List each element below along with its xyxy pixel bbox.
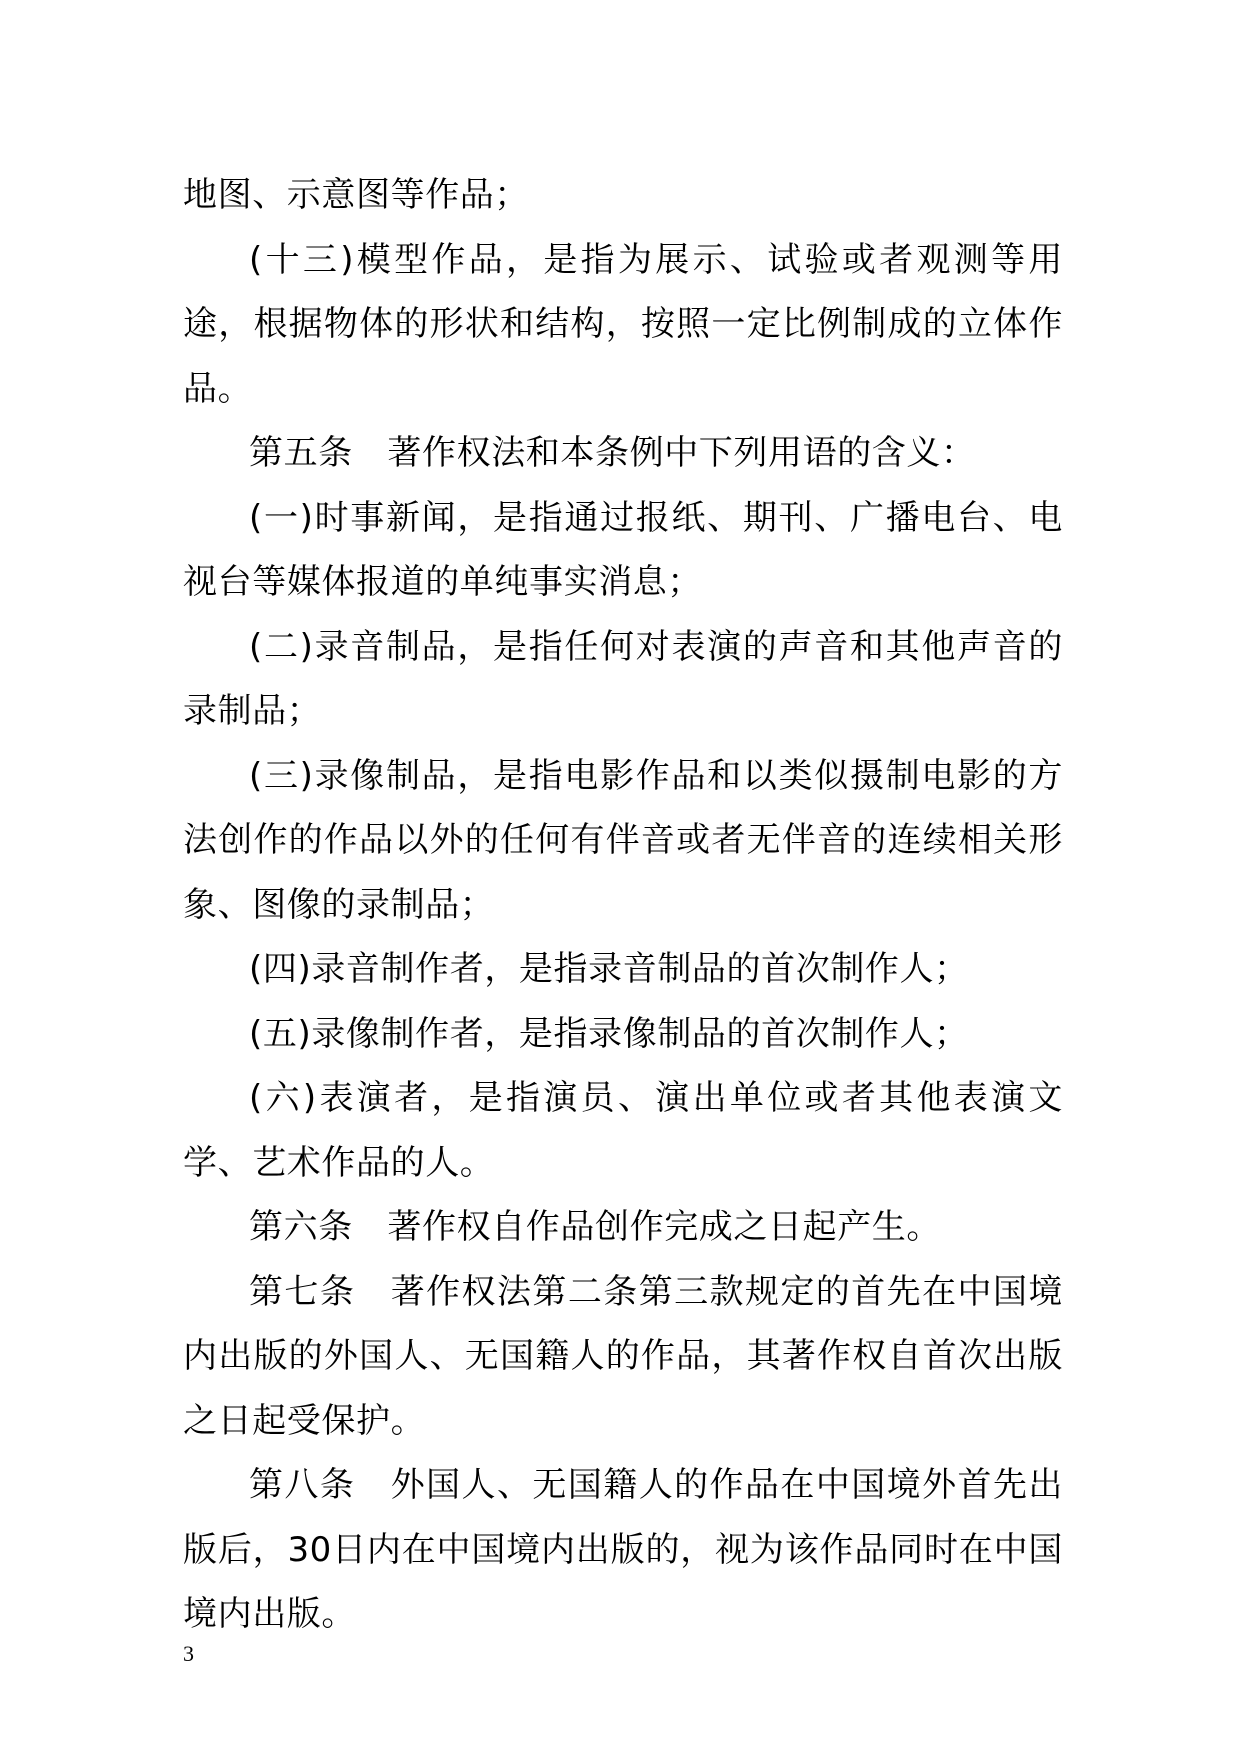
paragraph-item-1: (一)时事新闻，是指通过报纸、期刊、广播电台、电视台等媒体报道的单纯事实消息； (183, 497, 1063, 602)
paragraph-article-5: 第五条 著作权法和本条例中下列用语的含义： (249, 433, 976, 473)
paragraph-continuation: 地图、示意图等作品； (183, 175, 529, 215)
document-body (183, 163, 1063, 1647)
paragraph-article-6: 第六条 著作权自作品创作完成之日起产生。 (249, 1207, 941, 1247)
paragraph-article-8: 第八条 外国人、无国籍人的作品在中国境外首先出版后，30日内在中国境内出版的，视为该作品同时在中国境内出版。 (183, 1465, 1063, 1634)
paragraph-item-4: (四)录音制作者，是指录音制品的首次制作人； (249, 949, 969, 989)
paragraph-article-7: 第七条 著作权法第二条第三款规定的首先在中国境内出版的外国人、无国籍人的作品，其著作权自首次出版之日起受保护。 (183, 1271, 1063, 1441)
page-number: 3 (183, 1641, 194, 1666)
paragraph-item-13: (十三)模型作品，是指为展示、试验或者观测等用途，根据物体的形状和结构，按照一定比例制成的立体作品。 (183, 239, 1063, 409)
paragraph-item-6: (六)表演者，是指演员、演出单位或者其他表演文学、艺术作品的人。 (183, 1078, 1063, 1183)
paragraph-item-2: (二)录音制品，是指任何对表演的声音和其他声音的录制品； (183, 626, 1063, 731)
paragraph-item-5: (五)录像制作者，是指录像制品的首次制作人； (249, 1013, 969, 1054)
paragraph-item-3: (三)录像制品，是指电影作品和以类似摄制电影的方法创作的作品以外的任何有伴音或者无伴音的连续相关形象、图像的录制品； (183, 755, 1063, 925)
